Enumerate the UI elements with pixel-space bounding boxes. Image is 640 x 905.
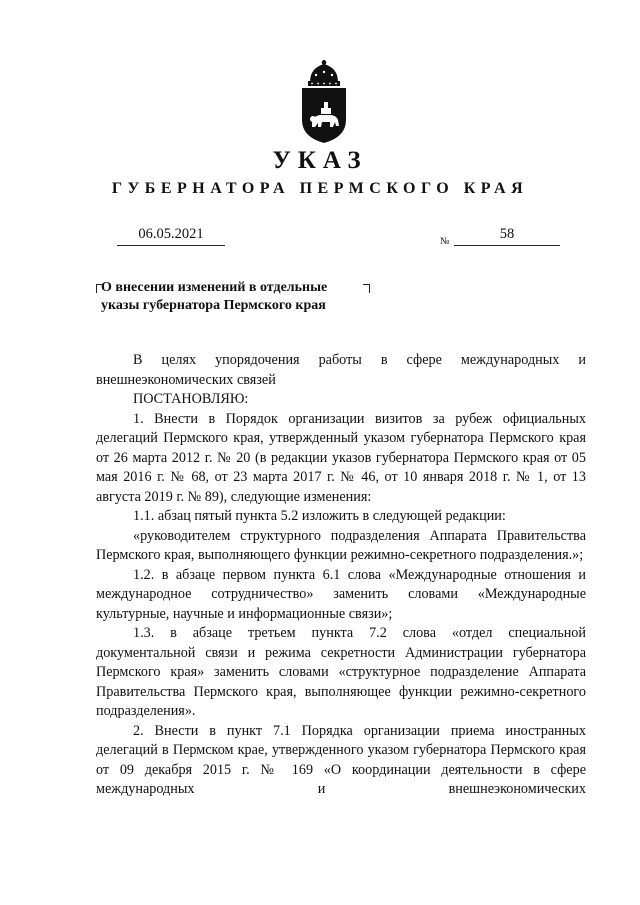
document-body (96, 351, 586, 800)
paragraph: ПОСТАНОВЛЯЮ: (133, 391, 249, 407)
document-subject (101, 279, 361, 315)
document-date: 06.05.2021 (117, 226, 225, 246)
paragraph: «руководителем структурного подразделения Аппарата Правительства Пермского края, выполняющего функции режимно-секретного подразделения.»; (96, 527, 586, 563)
subject-line-2: указы губернатора Пермского края (101, 298, 326, 313)
paragraph: 1. Внести в Порядок организации визитов за рубеж официальных делегаций Пермского края, утвержденный указом губернатора Пермского края от 26 марта 2012 г. № 20 (в редакции указов губернатора Пермского края от 05 мая 2016 г. № 68, от 23 марта 2017 г. № 46, от 10 января 2018 г. № 1, от 13 августа 2019 г. № 89), следующие изменения: (96, 410, 586, 505)
document-subtitle: ГУБЕРНАТОРА ПЕРМСКОГО КРАЯ (111, 180, 529, 197)
subject-corner-right (363, 284, 370, 293)
paragraph: 1.2. в абзаце первом пункта 6.1 слова «Международные отношения и международное сотрудничество» заменить словами «Международные культурные, научные и информационные связи»; (96, 566, 586, 622)
document-number: 58 (454, 226, 560, 246)
paragraph: 1.1. абзац пятый пункта 5.2 изложить в следующей редакции: (133, 508, 506, 524)
paragraph: 1.3. в абзаце третьем пункта 7.2 слова «отдел специальной документальной связи и режима секретности Администрации губернатора Пермского края» заменить словами «структурное подразделение Аппарата Правительства Пермского края, выполняющее функции режимно-секретного подразделения». (96, 625, 586, 719)
paragraph: В целях упорядочения работы в сфере международных и внешнеэкономических связей (96, 352, 586, 388)
paragraph: 2. Внести в пункт 7.1 Порядка организации приема иностранных делегаций в Пермском крае, утвержденного указом губернатора Пермского края от 09 декабря 2015 г. № 169 «О координации деятельности в сфере международных и внешнеэкономических (96, 722, 586, 797)
number-label: № (440, 236, 450, 247)
document-title: УКАЗ (272, 147, 368, 174)
coat-of-arms-icon (296, 60, 352, 144)
subject-line-1: О внесении изменений в отдельные (101, 280, 328, 295)
